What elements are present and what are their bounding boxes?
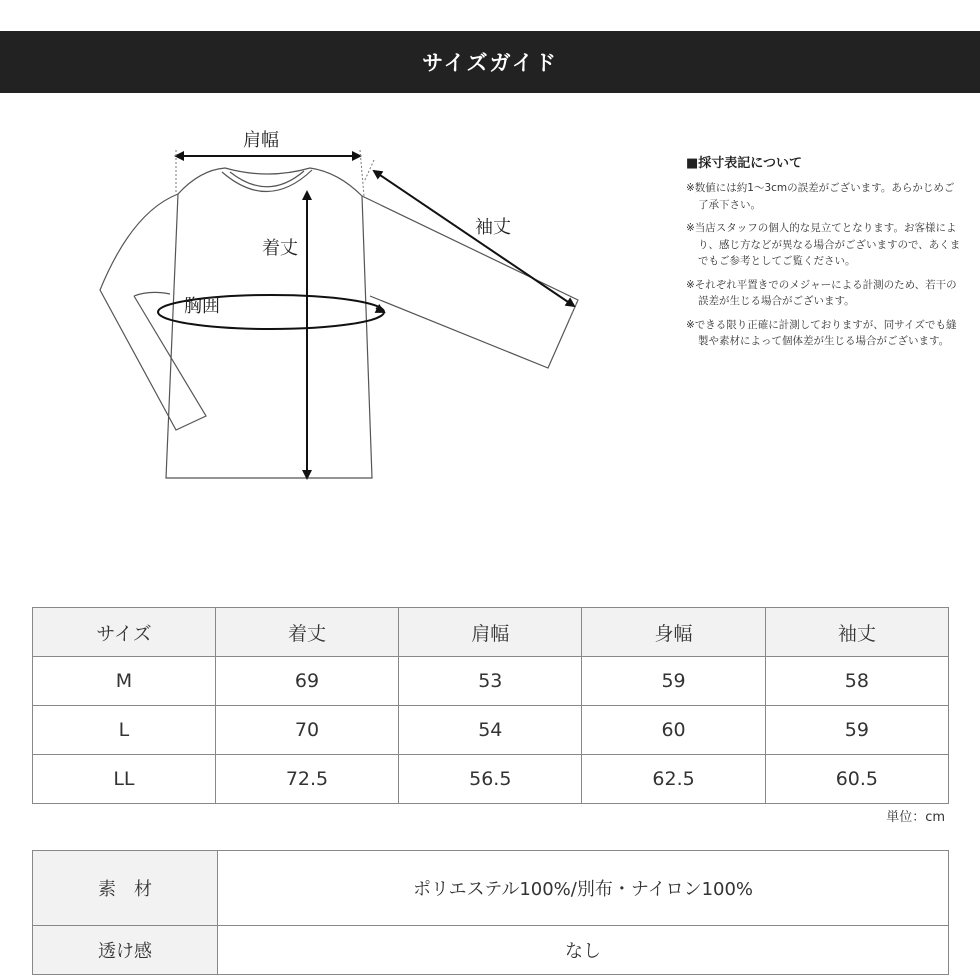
label-shoulder: 肩幅 — [243, 130, 279, 151]
page-header — [0, 31, 980, 93]
table-cell: 53 — [399, 657, 582, 706]
table-row — [33, 706, 949, 755]
page-title: サイズガイド — [422, 51, 558, 75]
table-row — [33, 851, 949, 926]
label-chest: 胸囲 — [184, 296, 220, 317]
size-table-header-row — [33, 608, 949, 657]
size-table — [32, 607, 949, 804]
label-sleeve: 袖丈 — [475, 217, 511, 238]
table-cell: 56.5 — [399, 755, 582, 804]
table-cell: L — [33, 706, 216, 755]
table-cell: 72.5 — [215, 755, 398, 804]
sleeve-guide-top — [364, 160, 374, 182]
sleeve-arrow — [374, 171, 574, 306]
table-cell: 60.5 — [765, 755, 948, 804]
neck-outline — [222, 170, 312, 192]
material-key: 素 材 — [33, 851, 218, 926]
header-cell-length: 着丈 — [215, 608, 398, 657]
transparency-key: 透け感 — [33, 926, 218, 975]
table-cell: 59 — [765, 706, 948, 755]
note-item: ※それぞれ平置きでのメジャーによる計測のため、若干の誤差が生じる場合がございます。 — [686, 278, 957, 307]
shoulder-guide-right — [360, 150, 364, 196]
table-cell: LL — [33, 755, 216, 804]
material-table — [32, 850, 949, 975]
transparency-value: なし — [218, 926, 949, 975]
note-item: ※数値には約1〜3cmの誤差がございます。あらかじめご了承下さい。 — [686, 182, 955, 211]
header-cell-width: 身幅 — [582, 608, 765, 657]
right-sleeve-outline — [362, 196, 578, 368]
notes-title: ■採寸表記について — [686, 156, 803, 171]
table-row — [33, 657, 949, 706]
header-cell-sleeve: 袖丈 — [765, 608, 948, 657]
unit-label: 単位：cm — [886, 810, 945, 825]
table-cell: 70 — [215, 706, 398, 755]
note-item: ※できる限り正確に計測しておりますが、同サイズでも縫製や素材によって個体差が生じる場合がございます。 — [686, 318, 957, 347]
table-row — [33, 926, 949, 975]
table-cell: M — [33, 657, 216, 706]
table-cell: 62.5 — [582, 755, 765, 804]
garment-diagram — [0, 100, 620, 500]
note-item: ※当店スタッフの個人的な見立てとなります。お客様により、感じ方などが異なる場合がございますので、あくまでもご参考としてご覧ください。 — [686, 222, 961, 267]
table-cell: 58 — [765, 657, 948, 706]
label-length: 着丈 — [262, 238, 298, 259]
header-cell-size: サイズ — [33, 608, 216, 657]
armpit-left-outline — [134, 292, 170, 296]
table-cell: 60 — [582, 706, 765, 755]
table-cell: 59 — [582, 657, 765, 706]
table-row — [33, 755, 949, 804]
shirt-body-outline — [166, 168, 372, 478]
table-cell: 54 — [399, 706, 582, 755]
table-cell: 69 — [215, 657, 398, 706]
header-cell-shoulder: 肩幅 — [399, 608, 582, 657]
measurement-notes — [686, 152, 961, 357]
material-value: ポリエステル100%/別布・ナイロン100% — [218, 851, 949, 926]
